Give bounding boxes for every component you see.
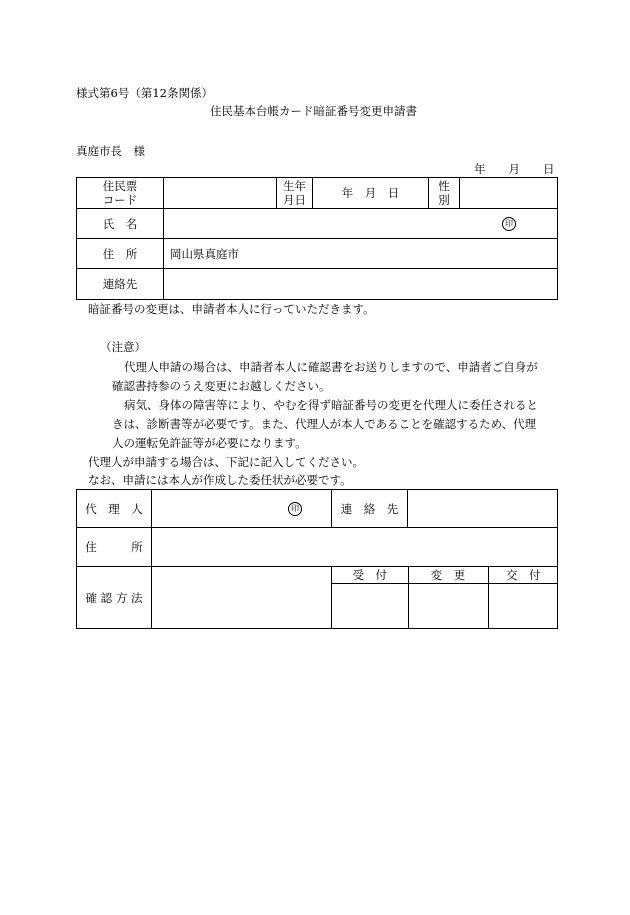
office-use-table xyxy=(332,567,558,628)
received-stamp-field[interactable] xyxy=(332,584,408,629)
proxy-instruction: 代理人が申請する場合は、下記に記入してください。 xyxy=(88,455,364,469)
issued-label: 交 付 xyxy=(488,567,558,584)
contact-field[interactable] xyxy=(164,269,558,300)
name-label: 氏 名 xyxy=(77,209,164,239)
verification-field[interactable] xyxy=(152,567,332,629)
form-title: 住民基本台帳カード暗証番号変更申請書 xyxy=(210,104,417,118)
addressee: 真庭市長 様 xyxy=(76,144,145,158)
seal-icon: 印 xyxy=(288,502,302,516)
address-field[interactable]: 岡山県真庭市 xyxy=(164,239,558,269)
sex-label: 性 別 xyxy=(429,178,460,209)
date-line: 年 月 日 xyxy=(474,162,555,176)
proxy-address-field[interactable] xyxy=(152,528,558,567)
note1-line2: 確認書持参のうえ変更にお越しください。 xyxy=(112,379,331,393)
note1-line1: 代理人申請の場合は、申請者本人に確認書をお送りしますので、申請者ご自身が xyxy=(124,360,538,374)
note2-line1: 病気、身体の障害等により、やむを得ず暗証番号の変更を代理人に委任されると xyxy=(124,398,538,412)
verification-label: 確 認 方 法 xyxy=(77,567,152,629)
note2-line2: きは、診断書等が必要です。また、代理人が本人であることを確認するため、代理 xyxy=(112,417,537,431)
address-label: 住 所 xyxy=(77,239,164,269)
changed-label: 変 更 xyxy=(408,567,488,584)
proxy-contact-label: 連 絡 先 xyxy=(332,490,408,528)
proxy-name-field[interactable] xyxy=(152,490,332,528)
birth-date-field[interactable]: 年 月 日 xyxy=(313,178,429,209)
notes-heading: （注意） xyxy=(100,340,146,354)
sex-field[interactable] xyxy=(460,178,558,209)
contact-label: 連絡先 xyxy=(77,269,164,300)
proxy-note: なお、申請には本人が作成した委任状が必要です。 xyxy=(88,473,352,487)
note2-line3: 人の運転免許証等が必要になります。 xyxy=(112,436,307,450)
juminhyo-code-field[interactable] xyxy=(164,178,277,209)
seal-icon: 印 xyxy=(502,217,516,231)
intro-text: 暗証番号の変更は、申請者本人に行っていただきます。 xyxy=(88,302,375,316)
changed-stamp-field[interactable] xyxy=(408,584,488,629)
notes-body xyxy=(112,358,558,453)
applicant-table xyxy=(76,177,558,300)
proxy-table xyxy=(76,489,558,629)
office-use-area xyxy=(332,567,558,629)
proxy-address-label: 住 所 xyxy=(77,528,152,567)
issued-stamp-field[interactable] xyxy=(488,584,558,629)
birth-date-label: 生年 月日 xyxy=(277,178,313,209)
received-label: 受 付 xyxy=(332,567,408,584)
juminhyo-code-label: 住民票 コード xyxy=(77,178,164,209)
proxy-contact-field[interactable] xyxy=(408,490,558,528)
form-number: 様式第6号（第12条関係） xyxy=(76,86,213,100)
proxy-label: 代 理 人 xyxy=(77,490,152,528)
name-field[interactable] xyxy=(164,209,558,239)
